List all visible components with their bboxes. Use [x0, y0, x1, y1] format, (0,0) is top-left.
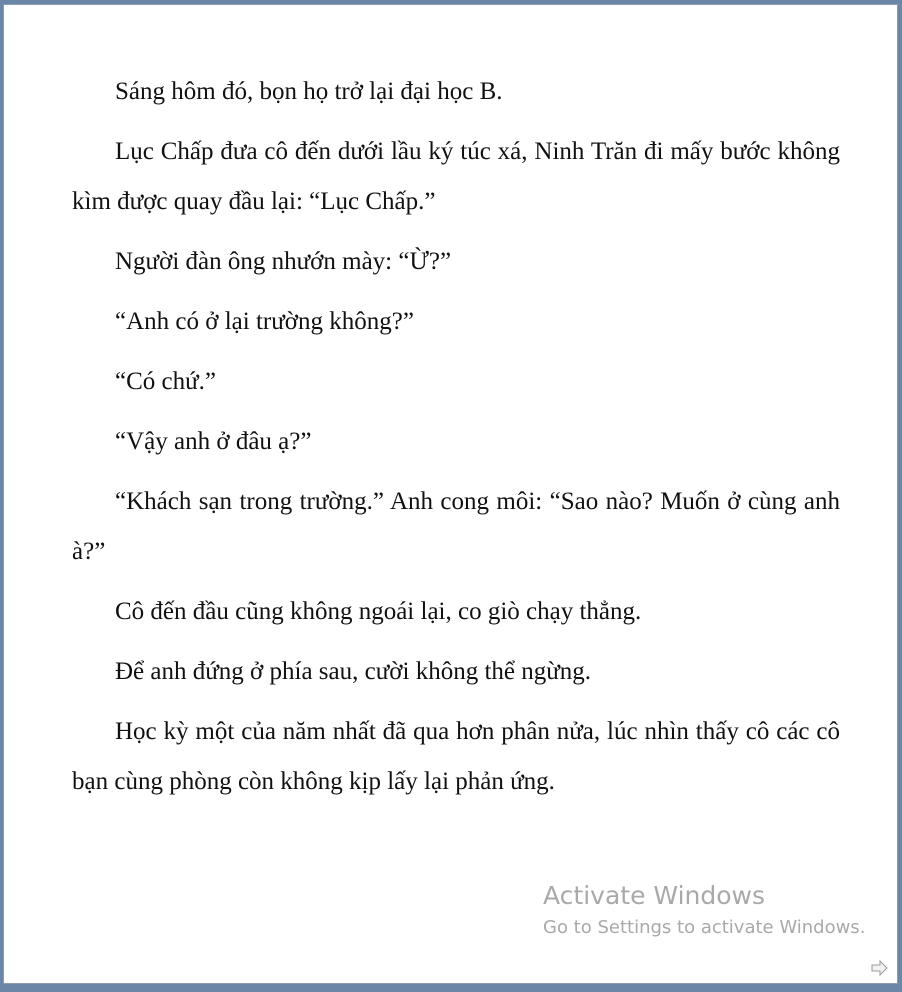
paragraph: Lục Chấp đưa cô đến dưới lầu ký túc xá, Ninh Trăn đi mấy bước không kìm được quay đầu lại: “Lục Chấp.” [72, 138, 840, 215]
document-body [72, 67, 840, 817]
paragraph: Học kỳ một của năm nhất đã qua hơn phân nửa, lúc nhìn thấy cô các cô bạn cùng phòng còn không kịp lấy lại phản ứng. [72, 718, 840, 795]
watermark-title: Activate Windows [543, 881, 765, 910]
paragraph: “Vậy anh ở đâu ạ?” [115, 428, 312, 455]
paragraph: “Khách sạn trong trường.” Anh cong môi: “Sao nào? Muốn ở cùng anh à?” [72, 488, 840, 565]
activation-watermark [543, 879, 865, 943]
paragraph: “Anh có ở lại trường không?” [115, 308, 414, 335]
paragraph: Để anh đứng ở phía sau, cười không thể ngừng. [115, 658, 592, 685]
paragraph: Sáng hôm đó, bọn họ trở lại đại học B. [115, 78, 503, 105]
paragraph: Người đàn ông nhướn mày: “Ừ?” [115, 248, 452, 275]
document-page [3, 4, 898, 984]
paragraph: Cô đến đầu cũng không ngoái lại, co giò chạy thẳng. [115, 598, 642, 625]
paragraph: “Có chứ.” [115, 368, 217, 395]
watermark-subtitle: Go to Settings to activate Windows. [543, 917, 866, 938]
arrow-right-icon[interactable] [870, 958, 890, 978]
